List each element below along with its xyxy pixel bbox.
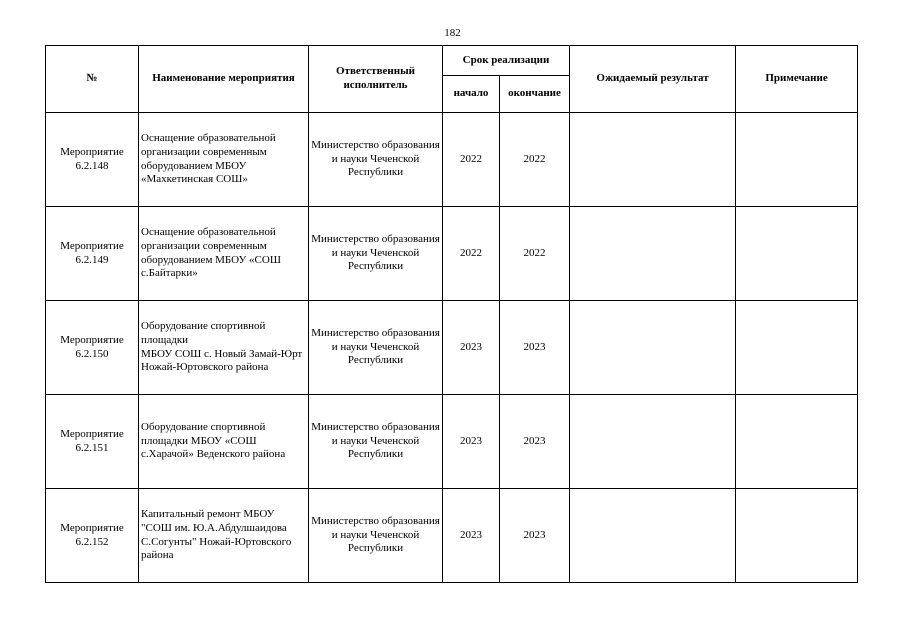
- executor-cell: Министерство образования и науки Чеченской Республики: [309, 395, 443, 489]
- end-year-cell: 2023: [500, 301, 570, 395]
- header-end: окончание: [500, 76, 570, 113]
- header-activity-name: Наименование мероприятия: [139, 46, 309, 113]
- table-row: [46, 301, 858, 395]
- table-body: [46, 113, 858, 583]
- header-expected-result: Ожидаемый результат: [570, 46, 736, 113]
- executor-cell: Министерство образования и науки Чеченской Республики: [309, 113, 443, 207]
- activity-id-cell: Мероприятие 6.2.152: [46, 489, 139, 583]
- expected-result-cell: [570, 395, 736, 489]
- header-number: №: [46, 46, 139, 113]
- header-period: Срок реализации: [443, 46, 570, 76]
- note-cell: [736, 207, 858, 301]
- start-year-cell: 2022: [443, 113, 500, 207]
- executor-cell: Министерство образования и науки Чеченской Республики: [309, 301, 443, 395]
- header-start: начало: [443, 76, 500, 113]
- note-cell: [736, 395, 858, 489]
- table-row: [46, 489, 858, 583]
- expected-result-cell: [570, 113, 736, 207]
- end-year-cell: 2023: [500, 395, 570, 489]
- activity-name-cell: Оснащение образовательной организации современным оборудованием МБОУ «СОШ с.Байтарки»: [139, 207, 309, 301]
- executor-cell: Министерство образования и науки Чеченской Республики: [309, 489, 443, 583]
- note-cell: [736, 489, 858, 583]
- table-row: [46, 207, 858, 301]
- activity-name-cell: Оснащение образовательной организации современным оборудованием МБОУ «Махкетинская СОШ»: [139, 113, 309, 207]
- activity-name-cell: Оборудование спортивной площадки МБОУ СОШ с. Новый Замай-Юрт Ножай-Юртовского района: [139, 301, 309, 395]
- start-year-cell: 2023: [443, 489, 500, 583]
- end-year-cell: 2022: [500, 207, 570, 301]
- activity-id-cell: Мероприятие 6.2.149: [46, 207, 139, 301]
- page-number: 182: [444, 27, 461, 39]
- note-cell: [736, 301, 858, 395]
- start-year-cell: 2023: [443, 395, 500, 489]
- activity-id-cell: Мероприятие 6.2.151: [46, 395, 139, 489]
- header-executor: Ответственный исполнитель: [309, 46, 443, 113]
- end-year-cell: 2022: [500, 113, 570, 207]
- start-year-cell: 2022: [443, 207, 500, 301]
- expected-result-cell: [570, 207, 736, 301]
- activity-id-cell: Мероприятие 6.2.148: [46, 113, 139, 207]
- end-year-cell: 2023: [500, 489, 570, 583]
- header-note: Примечание: [736, 46, 858, 113]
- activity-name-cell: Оборудование спортивной площадки МБОУ «СОШ с.Харачой» Веденского района: [139, 395, 309, 489]
- note-cell: [736, 113, 858, 207]
- activity-id-cell: Мероприятие 6.2.150: [46, 301, 139, 395]
- executor-cell: Министерство образования и науки Чеченской Республики: [309, 207, 443, 301]
- expected-result-cell: [570, 301, 736, 395]
- start-year-cell: 2023: [443, 301, 500, 395]
- table-row: [46, 113, 858, 207]
- activity-name-cell: Капитальный ремонт МБОУ "СОШ им. Ю.А.Абдулшаидова С.Согунты" Ножай-Юртовского района: [139, 489, 309, 583]
- activities-table: [45, 45, 858, 583]
- table-row: [46, 395, 858, 489]
- expected-result-cell: [570, 489, 736, 583]
